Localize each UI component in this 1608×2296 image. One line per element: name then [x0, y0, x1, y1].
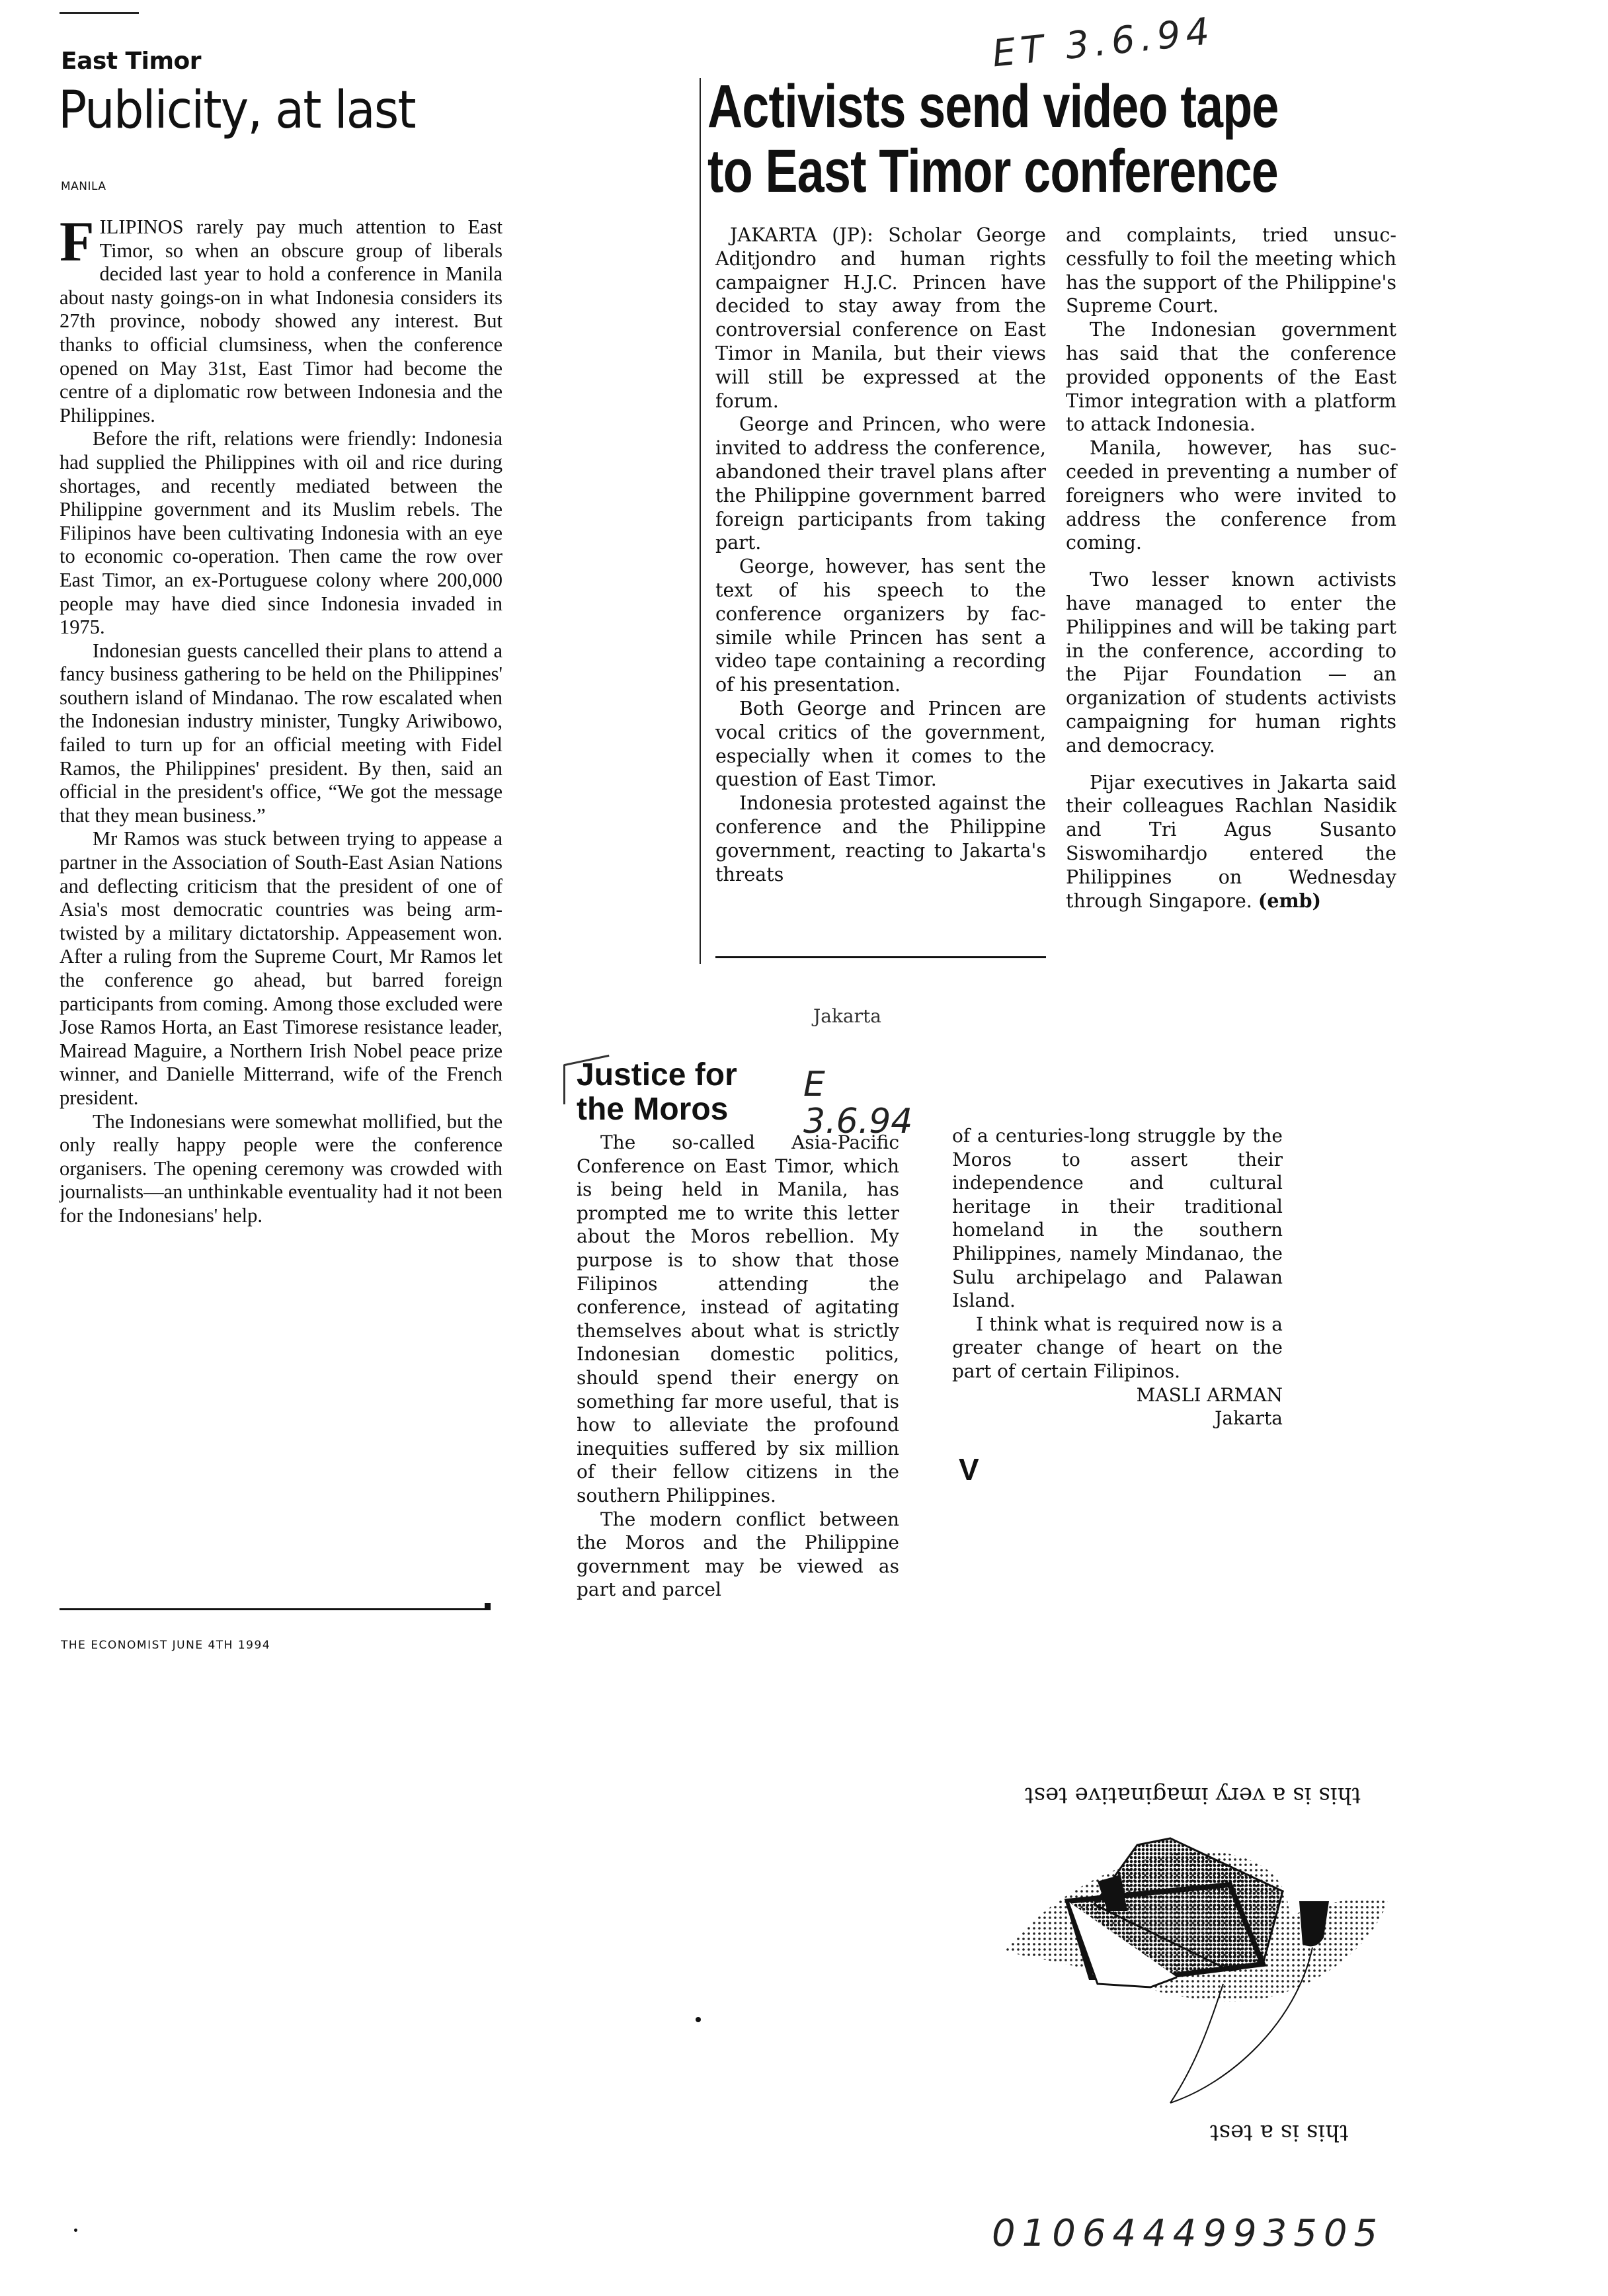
letter-clipping-dateline-fragment: Jakarta — [813, 1005, 881, 1027]
letter-signature-city: Jakarta — [1215, 1407, 1283, 1430]
clipping-edge-fragment: V — [959, 1452, 979, 1487]
book-and-goblet-illustration-icon — [979, 1772, 1408, 2169]
article-end-rule — [60, 1608, 488, 1610]
handwritten-date-annotation: E 3.6.94 — [803, 1065, 913, 1141]
jp-paragraph: Indonesia protested against the conference and the Philippine government, reacting to Jakarta's threats — [715, 792, 1046, 885]
jp-paragraph: George, however, has sent the text of his speech to the conference organizers by facsimile while Princen has sent a video tape containing a recording of his presentation. — [715, 555, 1046, 696]
economist-paragraph: Before the rift, relations were friendly: Indonesia had supplied the Philippines with oil and rice during shortages, and recently mediated between the Philippine government and its Muslim rebels. The Filipinos have been cultivating Indonesia with an eye to economic co-operation. Then came the row over East Timor, an ex-Portuguese colony where 200,000 people may have died since Indonesia invaded in 1975. — [60, 427, 502, 639]
jp-paragraph: Manila, however, has succeeded in preventing a number of foreigners who were invited to address the conference from coming. — [1066, 437, 1396, 554]
top-margin-rule — [60, 12, 139, 14]
headline-line-1: Activists send video tape — [707, 73, 1279, 140]
economist-paragraph: Indonesian guests cancelled their plans to attend a fancy business gathering to be held on the Philippines' southern island of Mindanao. The row escalated when the Indonesian industry minister, Tungky Ariwibowo, failed to turn up for an official meeting with Fidel Ramos, the Philippines' president. By then, said an official in the president's office, “We got the message that they mean business.” — [60, 639, 502, 827]
letter-paragraph: of a centuries-long struggle by the Moros to assert their independence and cultural heritage in their traditional homeland in the southern Philippines, namely Mindanao, the Sulu archipelago and Palawan Island. — [952, 1125, 1283, 1312]
jp-paragraph: George and Princen, who were invited to address the conference, abandoned their travel plans after the Philippine government barred foreign participants from taking part. — [715, 413, 1046, 554]
clipping-corner-mark — [563, 1065, 565, 1104]
economist-headline: Publicity, at last — [58, 81, 415, 140]
jp-paragraph: Pijar executives in Jakarta said their colleagues Rachlan Nasidik and Tri Agus Susanto Siswomihardjo entered the Philippines on Wednesday through Singapore. (emb) — [1066, 771, 1396, 912]
jp-paragraph: Two lesser known activists have managed to enter the Philippines and will be taking part in the conference, according to the Pijar Foundation — an organization of students activists campaigning for human rights and democracy. — [1066, 569, 1396, 757]
scan-speck — [696, 2017, 701, 2022]
article-end-mark-icon — [485, 1603, 491, 1610]
economist-paragraph: The Indonesians were somewhat mollified, but the only really happy people were the conference organisers. The opening ceremony was crowded with journalists—an unthinkable eventuality had it not been for the Indonesians' help. — [60, 1110, 502, 1227]
upside-down-test-caption: this is a test — [1210, 2119, 1349, 2146]
upside-down-test-caption: this is a very imaginative test — [1025, 1782, 1361, 1809]
letter-signature-name: MASLI ARMAN — [1136, 1383, 1283, 1406]
economist-section-kicker: East Timor — [61, 48, 201, 75]
headline-line-2: to East Timor conference — [707, 138, 1278, 205]
economist-article-body — [60, 210, 502, 1228]
letter-column-2 — [952, 1124, 1283, 1430]
clipping-edge-line — [700, 78, 701, 964]
letter-paragraph: The so-called Asia-Pacific Conference on East Timor, which is being held in Manila, has prompted me to write this letter about the Moros rebellion. My purpose is to show that those Filipinos attending the conference, instead of agitating themselves about what is strictly Indonesian domestic politics, should spend their energy on something far more useful, that is how to alleviate the profound inequities suffered by six million of their fellow citizens in the southern Philippines. — [577, 1131, 899, 1506]
column-end-rule — [715, 956, 1046, 958]
jp-paragraph: and complaints, tried unsuccessfully to foil the meeting which has the support of the Philippine's Supreme Court. — [1066, 224, 1396, 317]
jp-byline: (emb) — [1258, 889, 1322, 912]
economist-paragraph: FILIPINOS rarely pay much attention to East Timor, so when an obscure group of liberals decided last year to hold a conference in Manila about nasty goings-on in what Indonesia considers its 27th province, nobody showed any interest. But thanks to official clumsiness, when the conference opened on May 31st, East Timor had become the centre of a diplomatic row between Indonesia and the Philippines. — [60, 210, 502, 427]
economist-footer-source: THE ECONOMIST JUNE 4TH 1994 — [61, 1639, 271, 1652]
jp-paragraph: The Indonesian government has said that the conference provided opponents of the East Timor integration with a platform to attack Indonesia. — [1066, 319, 1396, 436]
jakarta-post-headline — [707, 73, 1279, 205]
letter-headline: Justice for the Moros — [577, 1057, 737, 1127]
jakarta-post-column-1 — [715, 224, 1046, 886]
jakarta-post-column-2 — [1066, 224, 1396, 913]
drop-cap: F — [60, 210, 95, 273]
jp-paragraph: Both George and Princen are vocal critics of the government, especially when it comes to the question of East Timor. — [715, 697, 1046, 791]
handwritten-document-id: 0106444993505 — [992, 2212, 1385, 2255]
jp-paragraph: JAKARTA (JP): Scholar George Aditjondro and human rights campaigner H.J.C. Princen have decided to stay away from the controversial conference on East Timor in Manila, but their views will still be expressed at the forum. — [715, 224, 1046, 412]
economist-paragraph: Mr Ramos was stuck between trying to appease a partner in the Association of South-East Asian Nations and deflecting criticism that the president of one of Asia's most democratic countries was being armtwisted by a military dictatorship. Appeasement won. After a ruling from the Supreme Court, Mr Ramos let the conference go ahead, but barred foreign participants from coming. Among those excluded were Jose Ramos Horta, an East Timorese resistance leader, Mairead Maguire, a Northern Irish Nobel peace prize winner, and Danielle Mitterrand, wife of the French president. — [60, 827, 502, 1109]
economist-dateline: MANILA — [61, 180, 106, 193]
letter-column-1 — [577, 1131, 899, 1602]
scan-speck — [74, 2229, 77, 2232]
letter-paragraph: I think what is required now is a greater change of heart on the part of certain Filipinos. — [952, 1313, 1283, 1382]
handwritten-date-annotation: ET 3.6.94 — [990, 9, 1217, 76]
letter-paragraph: The modern conflict between the Moros and the Philippine government may be viewed as part and parcel — [577, 1508, 899, 1601]
